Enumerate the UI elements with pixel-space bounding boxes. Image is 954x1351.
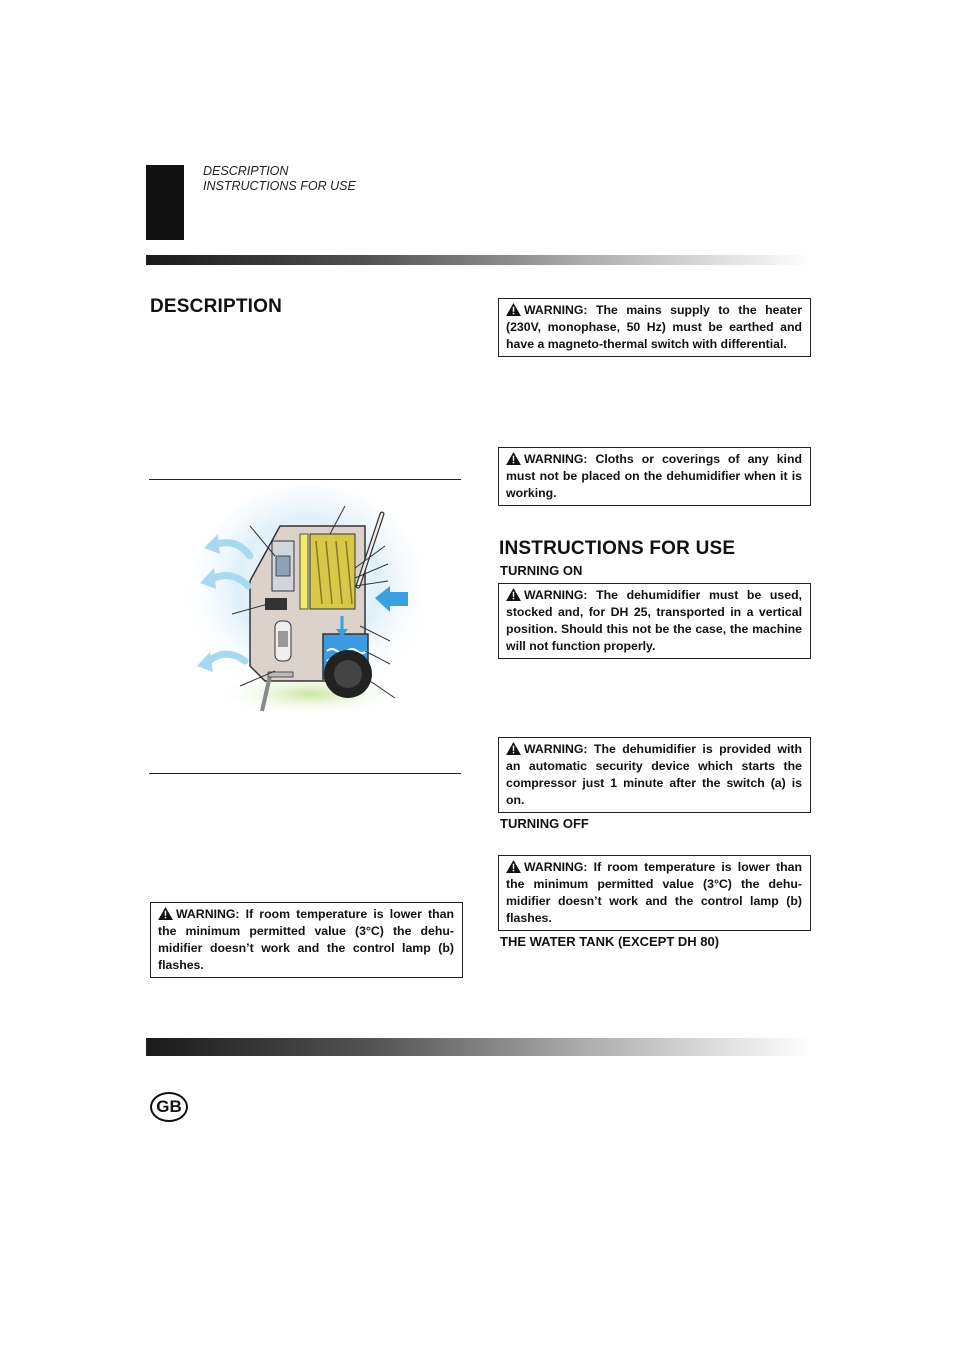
warning-temperature-left xyxy=(150,902,463,978)
header-line-instructions: INSTRUCTIONS FOR USE xyxy=(203,179,356,193)
bottom-gradient-bar xyxy=(146,1038,810,1056)
section-tab xyxy=(146,165,184,240)
header-line-description: DESCRIPTION xyxy=(203,164,289,178)
warning-security xyxy=(498,737,811,813)
warning-text: WARNING: The dehumidifier must be used, stocked and, for DH 25, transported in a vertical position. Should this not be the case, the machine will not function properly. xyxy=(506,588,802,653)
warning-icon xyxy=(158,907,173,920)
warning-text: WARNING: The mains supply to the heater (230V, monophase, 50 Hz) must be earthed and have a magneto-thermal switch with differential. xyxy=(506,303,802,351)
instructions-title: INSTRUCTIONS FOR USE xyxy=(499,538,736,559)
running-header xyxy=(203,164,356,194)
turning-off-heading: TURNING OFF xyxy=(500,816,589,831)
language-badge: GB xyxy=(150,1092,188,1122)
warning-vertical xyxy=(498,583,811,659)
warning-icon xyxy=(506,860,521,873)
warning-text: WARNING: If room temperature is lower than the minimum permitted value (3°C) the dehu-midifier doesn’t work and the control lamp (b) flashes. xyxy=(158,907,454,972)
warning-text: WARNING: The dehumidifier is provided with an automatic security device which starts the compressor just 1 minute after the switch (a) is on. xyxy=(506,742,802,807)
warning-text: WARNING: If room temperature is lower than the minimum permitted value (3°C) the dehu-midifier doesn’t work and the control lamp (b) flashes. xyxy=(506,860,802,925)
warning-icon xyxy=(506,742,521,755)
figure-bottom-rule xyxy=(149,773,461,774)
warning-icon xyxy=(506,588,521,601)
water-tank-heading: THE WATER TANK (EXCEPT DH 80) xyxy=(500,934,720,949)
figure-top-rule xyxy=(149,479,461,480)
description-title: DESCRIPTION xyxy=(150,296,283,317)
warning-temperature-right xyxy=(498,855,811,931)
dehumidifier-illustration xyxy=(190,486,420,718)
turning-on-heading: TURNING ON xyxy=(500,563,583,578)
warning-icon xyxy=(506,452,521,465)
warning-text: WARNING: Cloths or coverings of any kind must not be placed on the dehumidifier when it is working. xyxy=(506,452,802,500)
top-gradient-bar xyxy=(146,255,810,265)
warning-mains xyxy=(498,298,811,357)
warning-cloths xyxy=(498,447,811,506)
warning-icon xyxy=(506,303,521,316)
